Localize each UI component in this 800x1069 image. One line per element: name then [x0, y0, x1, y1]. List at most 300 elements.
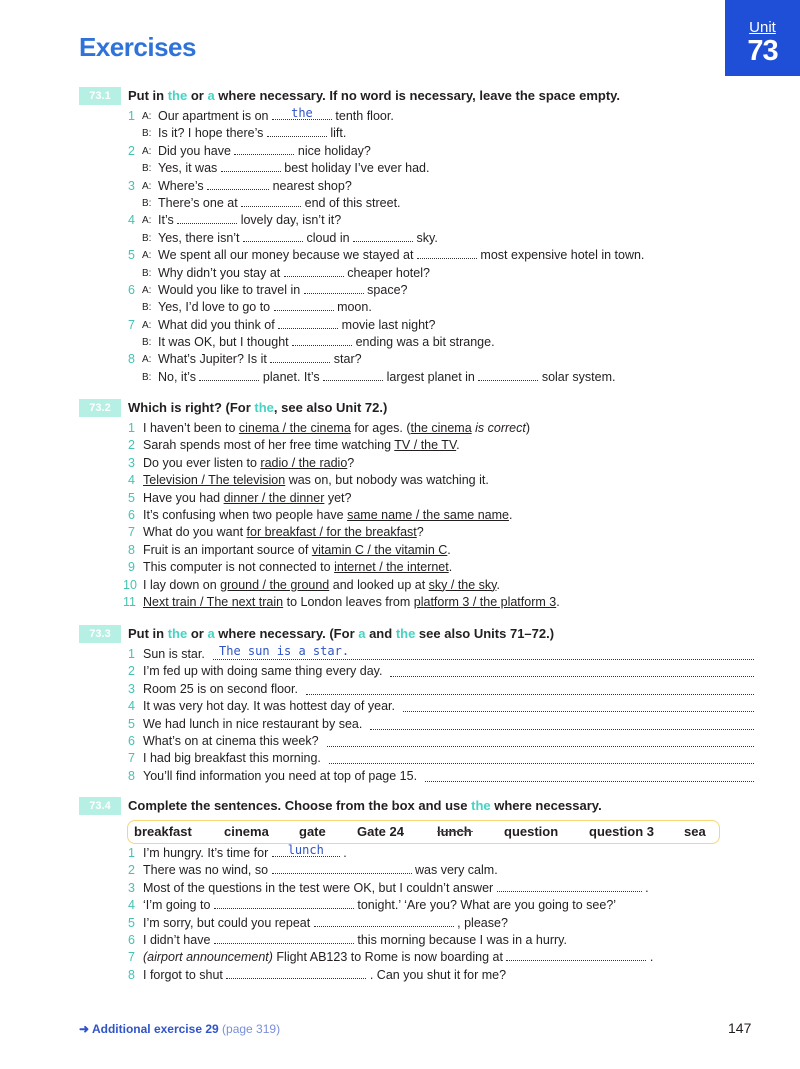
- instruction-part: a: [207, 626, 215, 641]
- sentence-text: most expensive hotel in town.: [476, 248, 645, 263]
- line-number: 7: [128, 950, 135, 965]
- sentence-text: . Can you shut it for me?: [366, 967, 507, 982]
- exercise-line: [79, 949, 754, 966]
- sentence-text: No, it’s: [158, 369, 200, 384]
- speaker-label: A:: [142, 145, 152, 157]
- sentence-text: .: [641, 880, 649, 895]
- line-number: 3: [128, 681, 135, 696]
- choice-option[interactable]: TV / the TV: [394, 438, 457, 453]
- sentence-text: I forgot to shut: [143, 967, 227, 982]
- sentence-text: I didn’t have: [143, 932, 214, 947]
- sentence-text: ending was a bit strange.: [352, 335, 495, 350]
- exercise-line: [79, 351, 754, 368]
- word-box-item: Gate 24: [357, 824, 404, 839]
- exercise-number-badge: 73.3: [79, 625, 121, 643]
- answer-line[interactable]: [370, 718, 754, 730]
- sentence-text: Fruit is an important source of: [143, 542, 312, 557]
- sentence-text: star?: [330, 352, 362, 367]
- answer-blank[interactable]: [221, 160, 281, 172]
- sentence-text: .: [646, 950, 654, 965]
- line-text: [158, 125, 346, 142]
- line-text: [143, 437, 460, 454]
- speaker-label: A:: [142, 111, 152, 122]
- speaker-label: B:: [142, 128, 152, 140]
- sentence-text: This computer is not connected to: [143, 560, 335, 575]
- line-text: [143, 594, 560, 611]
- sentence-text: space?: [363, 282, 408, 297]
- instruction-part: where necessary.: [490, 798, 602, 813]
- sentence-text: moon.: [333, 300, 372, 315]
- sentence-text: cloud in: [303, 230, 354, 245]
- line-text: [143, 967, 506, 984]
- line-number: 9: [128, 560, 135, 575]
- sentence-text: Most of the questions in the test were OK, but I couldn’t answer: [143, 880, 497, 895]
- exercise-line: [79, 698, 754, 715]
- line-number: 2: [128, 143, 135, 158]
- word-box-item: cinema: [224, 824, 269, 839]
- instruction-part: the: [167, 626, 188, 641]
- answer-blank[interactable]: [270, 351, 330, 363]
- sentence-text: Flight AB123 to Rome is now boarding at: [272, 950, 507, 965]
- handwritten-answer: lunch: [287, 843, 324, 857]
- exercise-line: [79, 897, 754, 914]
- line-number: 6: [128, 282, 135, 297]
- exercise-number-badge: 73.1: [79, 87, 121, 105]
- answer-line[interactable]: [425, 770, 754, 782]
- choice-option[interactable]: Television / The television: [143, 473, 286, 488]
- line-text: [158, 143, 371, 160]
- choice-option[interactable]: sky / the sky: [428, 577, 497, 592]
- exercise-line: [79, 733, 754, 750]
- line-text: [143, 862, 498, 879]
- line-text: [158, 230, 438, 247]
- exercise-line: [79, 663, 754, 680]
- line-text: [143, 577, 500, 594]
- sentence-text: , please?: [453, 915, 508, 930]
- instruction-part: the: [395, 626, 416, 641]
- line-text: [158, 108, 394, 125]
- sentence-text: yet?: [324, 490, 352, 505]
- line-text: [143, 420, 530, 437]
- exercise-line: [79, 212, 754, 229]
- sentence-text: Yes, I’d love to go to: [158, 300, 274, 315]
- line-text: [158, 299, 372, 316]
- line-number: 4: [128, 898, 135, 913]
- line-number: 6: [128, 507, 135, 522]
- exercise-line: [79, 230, 754, 247]
- line-text: I had big breakfast this morning.: [143, 751, 321, 766]
- line-text: [158, 212, 341, 229]
- sentence-text: lift.: [326, 126, 347, 141]
- choice-option[interactable]: for breakfast / for the breakfast: [246, 525, 417, 540]
- answer-blank[interactable]: [234, 143, 294, 155]
- italic-note: (airport announcement): [143, 950, 273, 965]
- line-number: 4: [128, 473, 135, 488]
- exercise-line: [79, 542, 754, 559]
- choice-option[interactable]: vitamin C / the vitamin C: [311, 542, 448, 557]
- choice-option[interactable]: internet / the internet: [334, 560, 449, 575]
- footer-page-ref: (page 319): [222, 1022, 281, 1036]
- speaker-label: B:: [142, 197, 152, 209]
- sentence-text: tonight.’ ‘Are you? What are you going to see?’: [353, 898, 617, 913]
- line-number: 5: [128, 490, 135, 505]
- page-number: 147: [728, 1020, 752, 1036]
- line-text: [158, 160, 429, 177]
- line-text: [158, 351, 362, 368]
- sentence-text: I’m hungry. It’s time for: [143, 846, 272, 860]
- choice-option[interactable]: radio / the radio: [260, 455, 348, 470]
- speaker-label: B:: [142, 371, 152, 383]
- line-text: [143, 897, 616, 914]
- choice-option[interactable]: ground / the ground: [220, 577, 330, 592]
- additional-exercise-link[interactable]: [79, 1022, 280, 1036]
- sentence-text: I haven’t been to: [143, 421, 239, 435]
- exercise-line: [79, 299, 754, 316]
- sentence-text: for ages. (: [350, 421, 411, 435]
- line-number: 4: [128, 213, 135, 228]
- answer-blank[interactable]: [177, 212, 237, 224]
- sentence-text: tenth floor.: [331, 109, 394, 123]
- line-number: 6: [128, 733, 135, 748]
- sentence-text: There’s one at: [158, 195, 242, 210]
- exercise-line: [79, 915, 754, 932]
- sentence-text: was on, but nobody was watching it.: [285, 473, 489, 488]
- answer-blank[interactable]: [207, 178, 269, 190]
- sentence-text: ?: [347, 455, 355, 470]
- exercise-line: [79, 317, 754, 334]
- footer-text: Additional exercise 29: [91, 1022, 219, 1036]
- exercise-line: [79, 880, 754, 897]
- line-number: 6: [128, 932, 135, 947]
- line-text: [143, 915, 508, 932]
- sentence-text: movie last night?: [338, 317, 436, 332]
- instruction-part: a: [358, 626, 366, 641]
- line-text: [143, 507, 512, 524]
- exercise-instruction: [128, 626, 554, 641]
- sentence-text: I’m sorry, but could you repeat: [143, 915, 314, 930]
- instruction-part: a: [207, 88, 215, 103]
- line-number: 3: [128, 455, 135, 470]
- instruction-part: the: [167, 88, 188, 103]
- speaker-label: A:: [142, 250, 152, 262]
- exercise-line: [79, 282, 754, 299]
- speaker-label: A:: [142, 215, 152, 227]
- instruction-part: or: [187, 88, 208, 103]
- answer-blank[interactable]: [353, 230, 413, 242]
- line-number: 1: [128, 421, 135, 435]
- word-box-item: sea: [684, 824, 706, 839]
- word-box-item: question 3: [589, 824, 655, 839]
- line-text: You’ll find information you need at top of page 15.: [143, 768, 418, 783]
- instruction-part: where necessary. If no word is necessary, leave the space empty.: [214, 88, 621, 103]
- used-word-strike: [437, 831, 473, 832]
- line-number: 8: [128, 967, 135, 982]
- exercise-lines: [79, 108, 754, 386]
- sentence-text: .: [496, 577, 500, 592]
- exercise-line: [79, 195, 754, 212]
- speaker-label: A:: [142, 354, 152, 366]
- answer-line[interactable]: [390, 665, 754, 677]
- sentence-text: We spent all our money because we stayed at: [158, 248, 417, 263]
- line-text: [143, 472, 489, 489]
- sentence-text: this morning because I was in a hurry.: [353, 932, 567, 947]
- answer-blank[interactable]: [272, 108, 332, 120]
- answer-blank[interactable]: [226, 967, 366, 979]
- word-box-item: question: [504, 824, 559, 839]
- exercise-line: [79, 265, 754, 282]
- sentence-text: was very calm.: [411, 863, 498, 878]
- answer-blank[interactable]: [304, 282, 364, 294]
- exercise-line: [79, 524, 754, 541]
- line-text: [158, 265, 430, 282]
- choice-option[interactable]: cinema / the cinema: [238, 421, 351, 435]
- instruction-part: see also Units 71–72.): [415, 626, 555, 641]
- exercise-line: [79, 472, 754, 489]
- sentence-text: Our apartment is on: [158, 109, 272, 123]
- sentence-text: lovely day, isn’t it?: [237, 213, 342, 228]
- exercise-number-badge: 73.2: [79, 399, 121, 417]
- line-number: 5: [128, 248, 135, 263]
- answer-blank[interactable]: [292, 334, 352, 346]
- instruction-part: the: [254, 400, 274, 415]
- sentence-text: solar system.: [538, 369, 616, 384]
- instruction-part: Put in: [128, 88, 168, 103]
- exercise-line: [79, 862, 754, 879]
- line-text: [158, 369, 615, 386]
- sentence-text: What’s Jupiter? Is it: [158, 352, 271, 367]
- line-text: [143, 949, 653, 966]
- line-number: 7: [128, 525, 135, 540]
- answer-line[interactable]: [403, 700, 754, 712]
- speaker-label: A:: [142, 180, 152, 192]
- speaker-label: B:: [142, 267, 152, 279]
- line-text: [158, 282, 407, 299]
- choice-option[interactable]: dinner / the dinner: [223, 490, 325, 505]
- word-box-item: gate: [299, 824, 326, 839]
- instruction-part: Put in: [128, 626, 168, 641]
- answer-line[interactable]: [329, 752, 754, 764]
- answer-blank[interactable]: [478, 369, 538, 381]
- handwritten-answer: the: [291, 106, 313, 120]
- line-number: 2: [128, 863, 135, 878]
- line-text: What’s on at cinema this week?: [143, 733, 319, 748]
- line-number: 10: [123, 577, 137, 592]
- sentence-text: best holiday I’ve ever had.: [280, 161, 430, 176]
- line-number: 8: [128, 542, 135, 557]
- answer-blank[interactable]: [274, 299, 334, 311]
- sentence-text: What do you want: [143, 525, 247, 540]
- exercise-line: [79, 967, 754, 984]
- answer-blank[interactable]: [241, 195, 301, 207]
- exercise-line: [79, 750, 754, 767]
- line-number: 3: [128, 880, 135, 895]
- answer-line[interactable]: [327, 735, 754, 747]
- line-number: 8: [128, 352, 135, 367]
- answer-blank[interactable]: [272, 862, 412, 874]
- line-number: 2: [128, 438, 135, 453]
- line-text: We had lunch in nice restaurant by sea.: [143, 716, 363, 731]
- sentence-text: There was no wind, so: [143, 863, 272, 878]
- exercise-line: [79, 125, 754, 142]
- answer-blank[interactable]: [214, 897, 354, 909]
- speaker-label: B:: [142, 163, 152, 175]
- sentence-text: largest planet in: [383, 369, 479, 384]
- sentence-text: planet. It’s: [259, 369, 324, 384]
- speaker-label: B:: [142, 337, 152, 349]
- instruction-part: Which is right? (For: [128, 400, 255, 415]
- choice-option[interactable]: platform 3 / the platform 3: [413, 594, 557, 609]
- line-text: [158, 317, 435, 334]
- speaker-label: B:: [142, 232, 152, 244]
- sentence-text: Why didn’t you stay at: [158, 265, 284, 280]
- answer-blank[interactable]: [314, 915, 454, 927]
- exercise-instruction: [128, 400, 387, 415]
- exercise-line: [79, 932, 754, 949]
- exercise-line: [79, 716, 754, 733]
- choice-option[interactable]: Next train / The next train: [143, 594, 284, 609]
- word-box-item: lunch: [437, 824, 472, 839]
- sentence-text: Where’s: [158, 178, 208, 193]
- sentence-text: nearest shop?: [269, 178, 352, 193]
- sentence-text: Yes, there isn’t: [158, 230, 244, 245]
- line-text: [143, 932, 567, 949]
- line-text: [158, 247, 644, 264]
- sentence-text: Have you had: [143, 490, 224, 505]
- answer-blank[interactable]: [214, 932, 354, 944]
- sentence-text: to London leaves from: [283, 594, 414, 609]
- line-number: 1: [128, 846, 135, 860]
- exercise-line: [79, 160, 754, 177]
- arrow-icon: ➜: [79, 1022, 90, 1036]
- sentence-text: Is it? I hope there’s: [158, 126, 267, 141]
- sentence-text: It’s: [158, 213, 178, 228]
- line-text: [143, 524, 424, 541]
- instruction-part: where necessary. (For: [214, 626, 359, 641]
- line-text: [143, 559, 452, 576]
- exercise-line: [79, 681, 754, 698]
- sentence-text: It was OK, but I thought: [158, 335, 293, 350]
- exercise-line: [79, 490, 754, 507]
- sentence-text: Did you have: [158, 143, 235, 158]
- answer-blank[interactable]: [272, 845, 340, 857]
- sentence-text: ?: [416, 525, 424, 540]
- exercise-line: [79, 108, 754, 125]
- exercise-line: [79, 420, 754, 437]
- unit-tab: [725, 0, 800, 76]
- sentence-text: ‘I’m going to: [143, 898, 214, 913]
- exercise-instruction: [128, 798, 602, 813]
- line-number: 2: [128, 664, 135, 679]
- exercise-line: [79, 455, 754, 472]
- line-text: [143, 490, 351, 507]
- exercise-number-badge: 73.4: [79, 797, 121, 815]
- exercise-line: [79, 369, 754, 386]
- answer-blank[interactable]: [417, 247, 477, 259]
- answer-blank[interactable]: [267, 125, 327, 137]
- sentence-text: .: [508, 507, 513, 522]
- exercise-line: [79, 247, 754, 264]
- answer-line[interactable]: [306, 683, 754, 695]
- speaker-label: A:: [142, 284, 152, 296]
- line-number: 8: [128, 768, 135, 783]
- instruction-part: Complete the sentences. Choose from the box and use: [128, 798, 472, 813]
- word-box: [127, 820, 720, 844]
- answer-blank[interactable]: [506, 949, 646, 961]
- answer-blank[interactable]: [284, 265, 344, 277]
- answer-blank[interactable]: [199, 369, 259, 381]
- line-text: [143, 542, 451, 559]
- sentence-text: I lay down on: [143, 577, 221, 592]
- choice-option[interactable]: same name / the same name: [347, 507, 509, 522]
- sentence-text: .: [339, 846, 347, 860]
- answer-blank[interactable]: [497, 880, 642, 892]
- sentence-text: end of this street.: [301, 195, 401, 210]
- handwritten-answer: The sun is a star.: [219, 644, 350, 658]
- line-number: 5: [128, 915, 135, 930]
- exercise-line: [79, 178, 754, 195]
- exercise-line: [79, 334, 754, 351]
- instruction-part: the: [471, 798, 491, 813]
- exercise-line: [79, 559, 754, 576]
- exercise-line: [79, 577, 754, 594]
- sentence-text: Would you like to travel in: [158, 282, 304, 297]
- answer-blank[interactable]: [278, 317, 338, 329]
- unit-label: Unit: [749, 19, 776, 36]
- sentence-text: Do you ever listen to: [143, 455, 261, 470]
- line-text: It was very hot day. It was hottest day of year.: [143, 699, 395, 714]
- instruction-part: or: [187, 626, 208, 641]
- exercise-lines: [79, 420, 754, 611]
- sentence-text: Yes, it was: [158, 161, 221, 176]
- exercise-line: [79, 507, 754, 524]
- sentence-text: Sarah spends most of her free time watching: [143, 438, 395, 453]
- line-text: Room 25 is on second floor.: [143, 681, 298, 696]
- exercise-line: [79, 594, 754, 611]
- line-text: [158, 195, 401, 212]
- exercise-line: [79, 437, 754, 454]
- exercise-line: [79, 845, 754, 862]
- line-text: [158, 178, 352, 195]
- line-number: 5: [128, 716, 135, 731]
- italic-note: is correct: [471, 421, 526, 435]
- line-number: 11: [123, 594, 136, 609]
- answer-blank[interactable]: [243, 230, 303, 242]
- sentence-text: nice holiday?: [294, 143, 371, 158]
- exercise-instruction: [128, 88, 620, 103]
- page-title: Exercises: [79, 32, 196, 62]
- line-text: Sun is star.: [143, 647, 205, 661]
- speaker-label: A:: [142, 319, 152, 331]
- exercise-lines: [79, 845, 754, 984]
- sentence-text: .: [556, 594, 560, 609]
- speaker-label: B:: [142, 302, 152, 314]
- word-box-item: breakfast: [134, 824, 192, 839]
- instruction-part: , see also Unit 72.): [273, 400, 388, 415]
- choice-option[interactable]: the cinema: [410, 421, 472, 435]
- line-number: 4: [128, 699, 135, 714]
- exercise-lines: [79, 646, 754, 785]
- sentence-text: cheaper hotel?: [343, 265, 430, 280]
- line-text: [143, 845, 347, 862]
- sentence-text: and looked up at: [329, 577, 429, 592]
- unit-number: 73: [747, 35, 778, 67]
- sentence-text: What did you think of: [158, 317, 279, 332]
- line-number: 1: [128, 647, 135, 661]
- sentence-text: .: [448, 560, 453, 575]
- exercise-line: [79, 768, 754, 785]
- exercise-line: [79, 646, 754, 663]
- answer-blank[interactable]: [323, 369, 383, 381]
